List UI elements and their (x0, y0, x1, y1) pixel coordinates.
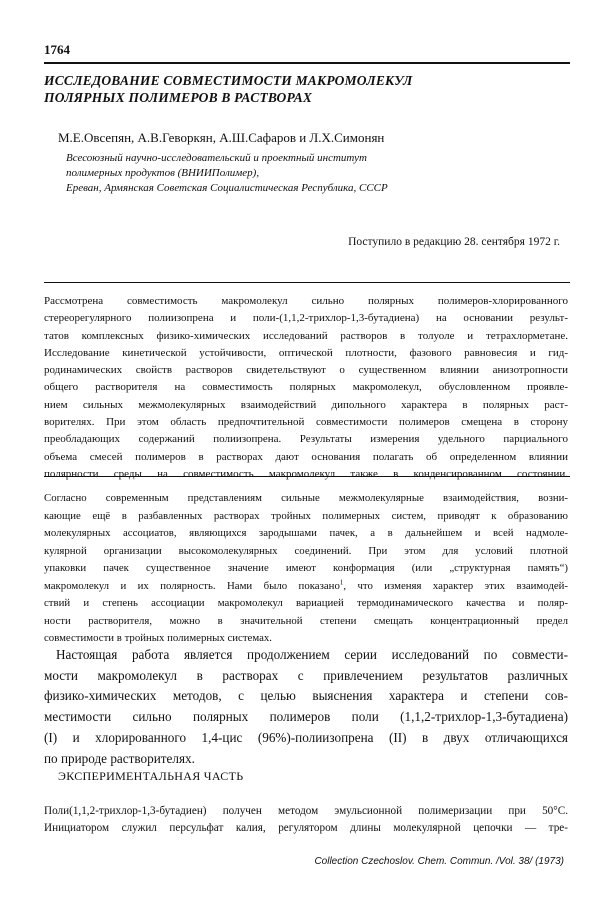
main-line: мости макромолекул в растворах с привлечением результатов различных (44, 667, 568, 683)
abstract-line: общего растворителя на совместимость полярных макромолекул, обусловленном проявле- (44, 381, 568, 394)
main-line: (I) и хлорированного 1,4-цис (96%)-полиизопрена (II) в двух отличающихся (44, 729, 568, 745)
intro-line: кулярной организации высокомолекулярных соединений. При этом для условий плотной (44, 544, 568, 557)
intro-fragment: макромолекул и их полярность. Нами было показано (44, 579, 340, 592)
intro-line: кающие ещё в разбавленных растворах тройных полимерных систем, приводят к образованию (44, 509, 568, 522)
abstract-line: полярности среды на совместимость макромолекул также в конденсированном состоянии. (44, 467, 568, 480)
intro-line: ствий и степень ассоциации макромолекул вариацией термодинамического качества и поляр- (44, 597, 568, 609)
abstract-line: преобладающих содержаний полиизопрена. Результаты измерения удельного парциального (44, 433, 568, 446)
journal-citation: Collection Czechoslov. Chem. Commun. /Vol. 38/ (1973) (314, 856, 564, 867)
journal-footer (314, 856, 564, 867)
section-heading: ЭКСПЕРИМЕНТАЛЬНАЯ ЧАСТЬ (58, 769, 244, 783)
intro-paragraph (44, 490, 568, 648)
intro-line (44, 578, 568, 596)
header-rule (44, 62, 570, 64)
title-line: ПОЛЯРНЫХ ПОЛИМЕРОВ В РАСТВОРАХ (44, 90, 313, 105)
abstract-line: объема смесей полимеров в растворах дают основания полагать об определенном влиянии (44, 450, 568, 463)
affiliation-line: Ереван, Армянская Советская Социалистическая Республика, СССР (66, 182, 388, 194)
intro-line: упаковки пачек существенное значение имеют конформация (или „структурная память“) (44, 562, 568, 574)
affiliation-line: полимерных продуктов (ВНИИПолимер), (66, 167, 260, 179)
main-line: Настоящая работа является продолжением серии исследований по совмести- (56, 647, 568, 662)
article-title (44, 72, 564, 106)
intro-line: ности растворителя, можно в значительной степени смещать концентрационный предел (44, 614, 568, 627)
abstract-line: Рассмотрена совместимость макромолекул сильно полярных полимеров-хлорированного (44, 295, 568, 307)
main-paragraph (44, 645, 568, 769)
abstract-top-rule (44, 282, 570, 283)
abstract-line: нием сильных межмолекулярных взаимодействий дипольного характера в полярных раст- (44, 398, 568, 411)
abstract-line: стереорегулярного полиизопрена и поли-(1,1,2-трихлор-1,3-бутадиена) на основании результ- (44, 312, 568, 325)
authors: М.Е.Овсепян, А.В.Геворкян, А.Ш.Сафаров и Л.Х.Симонян (58, 130, 385, 145)
intro-line: молекулярных ассоциатов, являющихся зародышами пачек, а в дальнейшем и всей надмоле- (44, 527, 568, 539)
main-line: по природе растворителях. (44, 750, 195, 766)
abstract-line: родинамических свойств растворов свидетельствуют о существенном влиянии анизотропности (44, 364, 568, 377)
abstract-line: Исследование кинетической устойчивости, оптической плотности, фазового равновесия и гид- (44, 346, 568, 359)
reference-marker: 1 (339, 577, 344, 586)
abstract-line: ворителях. При этом область предпочтительной совместимости полимеров смещена в сторону (44, 416, 568, 429)
affiliation-line: Всесоюзный научно-исследовательский и проектный институт (66, 152, 367, 164)
affiliation (66, 151, 546, 196)
abstract (44, 293, 568, 483)
received-date: Поступило в редакцию 28. сентября 1972 г. (348, 236, 560, 248)
page-number: 1764 (44, 42, 70, 57)
method-line: Поли(1,1,2-трихлор-1,3-бутадиен) получен методом эмульсионной полимеризации при 50°С. (44, 805, 568, 817)
method-paragraph (44, 803, 568, 837)
intro-line: совместимости в тройных полимерных системах. (44, 632, 272, 644)
abstract-bottom-rule (44, 476, 570, 477)
main-line: физико-химических методов, с целью выяснения характера и степени сов- (44, 688, 568, 704)
method-line: Инициатором служил персульфат калия, регулятором длины молекулярной цепочки — тре- (44, 822, 568, 834)
title-line: ИССЛЕДОВАНИЕ СОВМЕСТИМОСТИ МАКРОМОЛЕКУЛ (44, 73, 413, 88)
intro-line: Согласно современным представлениям сильные межмолекулярные взаимодействия, возни- (44, 492, 568, 504)
abstract-line: татов комплексных физико-химических исследований растворов в толуоле и тетрахлорметане. (44, 329, 568, 342)
main-line: местимости сильно полярных полимеров поли (1,1,2-трихлор-1,3-бутадиена) (44, 709, 568, 725)
intro-fragment: , что изменяя характер этих взаимодей- (343, 579, 568, 592)
